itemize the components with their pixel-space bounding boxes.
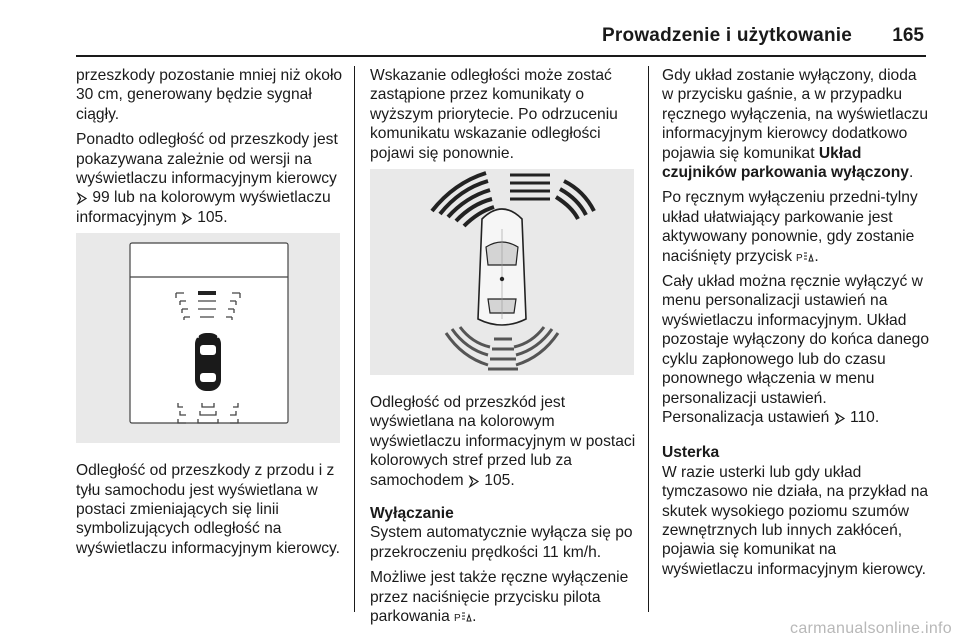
figure-caption: Odległość od przeszkody z przodu i z tyłu samochodu jest wyświetlana w postaci zmieniających się linii symbolizujących odległość na wyświetlaczu informacyjnym kierowcy. — [76, 462, 340, 557]
page-reference-arrow-icon — [834, 412, 846, 425]
paragraph: W razie usterki lub gdy układ tymczasowo nie działa, na przykład na skutek wysokiego poziomu szumów zewnętrznych lub innych zakłóceń, pojawia się komunikat na wyświetlaczu informacyjnym kierowcy. — [662, 463, 929, 578]
header-rule — [76, 55, 926, 57]
column-divider — [648, 66, 649, 612]
paragraph: przeszkody pozostanie mniej niż około 30 cm, generowany będzie sygnał ciągły. — [76, 67, 343, 123]
colour-info-display-figure — [370, 169, 634, 375]
section-title: Prowadzenie i użytkowanie — [602, 25, 852, 46]
paragraph: Po ręcznym wyłączeniu przedni-tylny układ ułatwiający parkowanie jest aktywowany ponownie, gdy zostanie naciśnięty przycisk P . — [662, 189, 918, 265]
paragraph: Ponadto odległość od przeszkody jest pokazywana zależnie od wersji na wyświetlaczu informacyjnym kierowcy 99 lub na kolorowym wyświetlaczu informacyjnym 105. — [76, 131, 338, 226]
section-heading: Usterka — [662, 444, 720, 462]
message-text: Układ czujników parkowania wyłączony — [662, 144, 909, 182]
park-assist-button-icon — [796, 250, 814, 264]
paragraph: Cały układ można ręcznie wyłączyć w menu personalizacji ustawień na wyświetlaczu informacyjnym. Układ pozostaje wyłączony do końca danego cyklu zapłonowego lub do czasu ponownego włączenia w menu personalizacji ustawień. Personalizacja ustawień 110. — [662, 273, 930, 426]
page-number: 165 — [892, 25, 924, 46]
vehicle-top-view-icon — [478, 209, 526, 325]
page-reference-arrow-icon — [76, 192, 88, 205]
column-2 — [370, 66, 638, 633]
page-reference-arrow-icon — [181, 212, 193, 225]
watermark-text: carmanualsonline.info — [790, 620, 952, 637]
page-reference[interactable]: 105. — [484, 471, 515, 489]
paragraph: Możliwe jest także ręczne wyłączenie przez naciśnięcie przycisku pilota parkowania P . — [370, 569, 629, 626]
page-reference-arrow-icon — [468, 475, 480, 488]
paragraph: System automatycznie wyłącza się po przekroczeniu prędkości 11 km/h. — [370, 524, 633, 561]
svg-text:P: P — [454, 613, 461, 625]
paragraph: Gdy układ zostanie wyłączony, dioda w przycisku gaśnie, a w przypadku ręcznego wyłączenia, na wyświetlaczu informacyjnym kierowcy dodatkowo pojawia się komunikat Układ czujników parkowania wyłączony. — [662, 67, 929, 182]
driver-info-display-figure — [76, 233, 340, 443]
page-reference[interactable]: 110. — [849, 408, 880, 426]
svg-text:P: P — [796, 252, 804, 264]
column-3 — [662, 66, 930, 585]
page-reference[interactable]: 105. — [197, 208, 228, 226]
paragraph: Odległość od przeszkód jest wyświetlana na kolorowym wyświetlaczu informacyjnym w postaci kolorowych stref przed lub za samochodem 105. — [370, 394, 636, 489]
paragraph: Wskazanie odległości może zostać zastąpione przez komunikaty o wyższym priorytecie. Po odrzuceniu komunikatu wskazanie odległości pojawi się ponownie. — [370, 67, 618, 162]
section-heading: Wyłączanie — [370, 505, 454, 523]
page-header — [0, 0, 960, 56]
vehicle-top-view-icon — [195, 328, 221, 391]
column-1 — [76, 66, 344, 564]
page-reference[interactable]: 99 — [92, 189, 110, 207]
column-divider — [354, 66, 355, 612]
footer-watermark — [0, 620, 960, 642]
